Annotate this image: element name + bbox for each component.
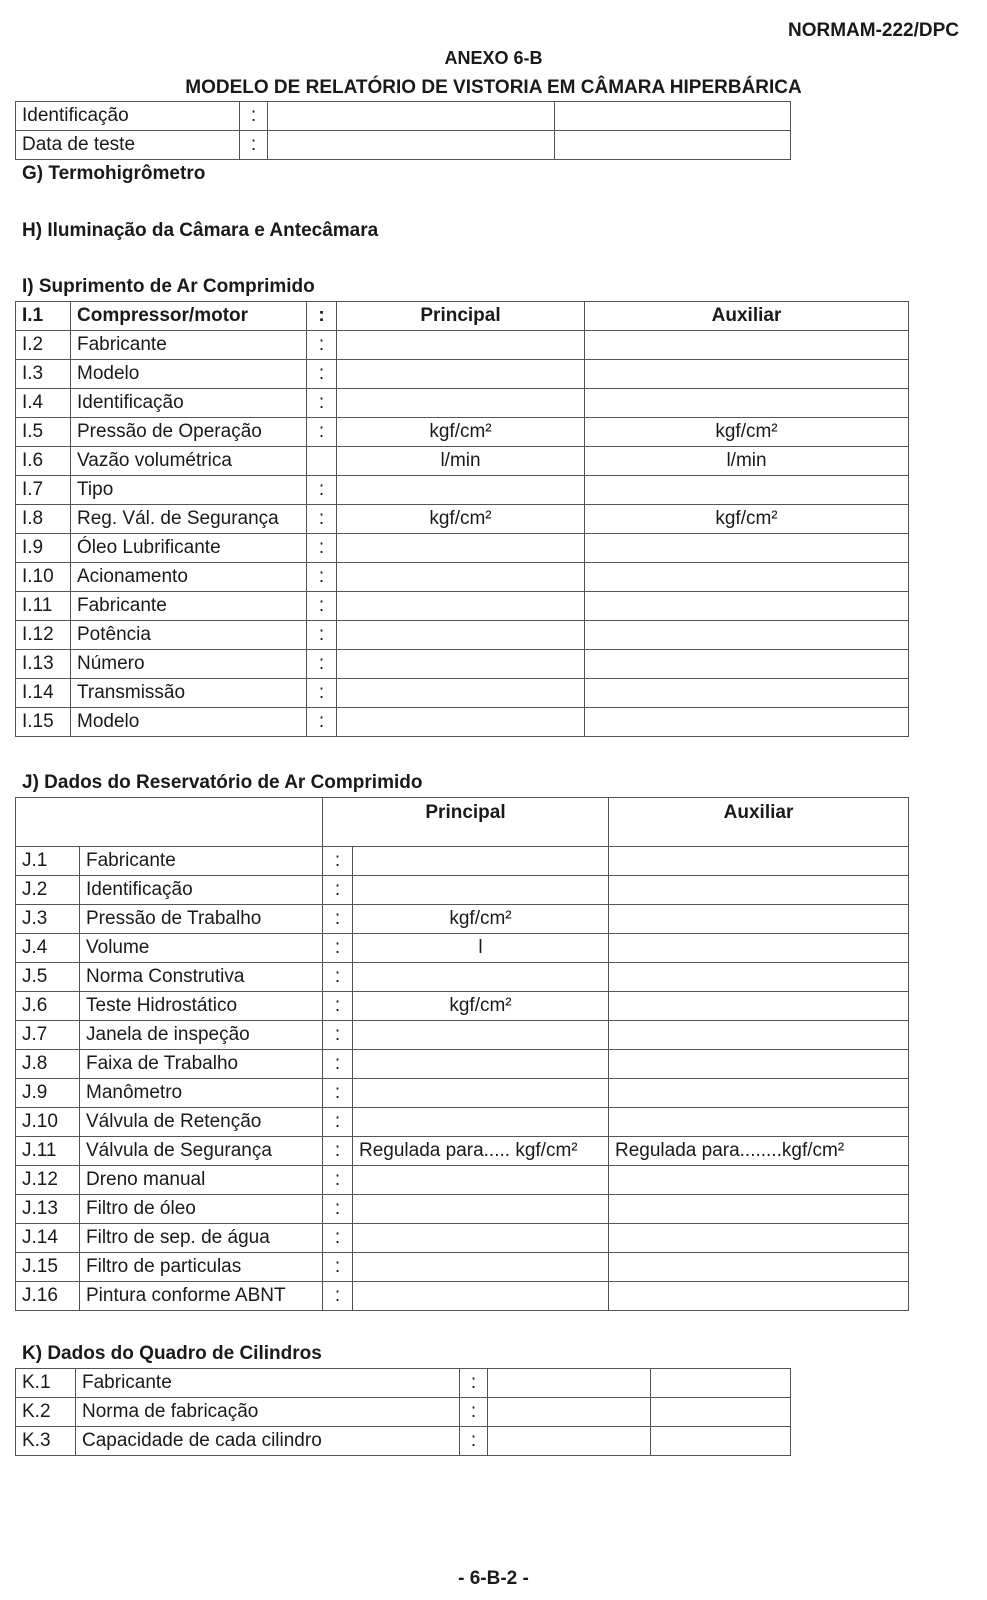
auxiliar-value[interactable] [585,650,909,679]
colon: : [307,621,337,650]
table-row [16,679,909,708]
table-row [16,963,909,992]
principal-value[interactable] [353,876,609,905]
colon: : [307,418,337,447]
table-row [16,847,909,876]
value-cell[interactable] [488,1427,651,1456]
auxiliar-value[interactable] [609,1282,909,1311]
principal-value[interactable] [353,1108,609,1137]
table-row [16,418,909,447]
table-row [16,1195,909,1224]
colon: : [323,876,353,905]
row-code: J.5 [16,963,80,992]
row-code: I.11 [16,592,71,621]
row-code: I.7 [16,476,71,505]
table-row [16,102,791,131]
auxiliar-value[interactable] [609,1253,909,1282]
principal-header: Principal [323,798,609,847]
norm-reference: NORMAM-222/DPC [787,20,959,41]
row-label: Tipo [71,476,307,505]
table-row [16,1369,791,1398]
auxiliar-value[interactable] [609,992,909,1021]
table-row [16,1282,909,1311]
table-row [16,592,909,621]
empty-header-cell [16,798,323,847]
row-code: J.11 [16,1137,80,1166]
auxiliar-value[interactable] [585,592,909,621]
row-label: Transmissão [71,679,307,708]
row-code: K.3 [16,1427,76,1456]
colon: : [323,1195,353,1224]
auxiliar-value[interactable] [585,360,909,389]
colon: : [307,650,337,679]
principal-value[interactable] [337,476,585,505]
row-code: J.7 [16,1021,80,1050]
document-title: MODELO DE RELATÓRIO DE VISTORIA EM CÂMARA HIPERBÁRICA [185,77,802,98]
principal-value[interactable] [353,847,609,876]
colon [307,447,337,476]
colon: : [323,1137,353,1166]
section-h-title: H) Iluminação da Câmara e Antecâmara [22,220,379,241]
row-label: Teste Hidrostático [80,992,323,1021]
colon: : [460,1398,488,1427]
row-label: Fabricante [80,847,323,876]
colon: : [323,1282,353,1311]
row-label: Filtro de particulas [80,1253,323,1282]
row-code: I.2 [16,331,71,360]
section-k-title: K) Dados do Quadro de Cilindros [22,1343,322,1364]
table-row [16,563,909,592]
row-label: Identificação [80,876,323,905]
table-row [16,1398,791,1427]
row-label: Modelo [71,360,307,389]
principal-value[interactable] [337,534,585,563]
colon: : [323,1021,353,1050]
principal-value[interactable] [353,1282,609,1311]
colon: : [323,992,353,1021]
row-label: Acionamento [71,563,307,592]
colon: : [323,1166,353,1195]
principal-value[interactable] [353,1079,609,1108]
principal-value[interactable] [337,360,585,389]
auxiliar-value[interactable] [609,1021,909,1050]
principal-value[interactable] [353,1253,609,1282]
auxiliar-value[interactable] [585,331,909,360]
auxiliar-value[interactable] [609,1195,909,1224]
row-label: Número [71,650,307,679]
principal-value[interactable] [353,1195,609,1224]
row-code: J.4 [16,934,80,963]
value-cell[interactable] [268,102,555,131]
table-row [16,131,791,160]
table-row [16,505,909,534]
row-code: I.9 [16,534,71,563]
row-label: Modelo [71,708,307,737]
row-code: I.4 [16,389,71,418]
auxiliar-value[interactable] [585,679,909,708]
principal-value[interactable] [337,563,585,592]
table-row [16,905,909,934]
row-label: Fabricante [76,1369,460,1398]
auxiliar-value[interactable] [609,1079,909,1108]
row-label: Compressor/motor [71,302,307,331]
principal-value[interactable] [337,650,585,679]
row-code: J.6 [16,992,80,1021]
principal-value[interactable]: kgf/cm² [337,418,585,447]
colon: : [323,963,353,992]
value-cell[interactable] [651,1369,791,1398]
table-header-row [16,798,909,847]
row-code: J.2 [16,876,80,905]
value-cell[interactable] [488,1398,651,1427]
colon: : [307,331,337,360]
row-code: J.9 [16,1079,80,1108]
auxiliar-header: Auxiliar [585,302,909,331]
auxiliar-value[interactable] [609,905,909,934]
row-label: Janela de inspeção [80,1021,323,1050]
auxiliar-value[interactable] [585,621,909,650]
principal-value[interactable] [337,708,585,737]
row-code: I.13 [16,650,71,679]
value-cell[interactable] [268,131,555,160]
auxiliar-value[interactable] [609,1050,909,1079]
table-row [16,1137,909,1166]
colon: : [460,1427,488,1456]
row-code: J.8 [16,1050,80,1079]
colon: : [323,934,353,963]
table-row [16,360,909,389]
table-row [16,876,909,905]
auxiliar-value[interactable] [609,934,909,963]
colon: : [307,302,337,331]
auxiliar-value[interactable] [609,1166,909,1195]
principal-value[interactable]: kgf/cm² [337,505,585,534]
auxiliar-value[interactable] [609,876,909,905]
field-label: Identificação [16,102,240,131]
table-row [16,1021,909,1050]
auxiliar-value[interactable]: kgf/cm² [585,418,909,447]
principal-value[interactable] [337,389,585,418]
row-label: Pintura conforme ABNT [80,1282,323,1311]
auxiliar-value[interactable] [609,847,909,876]
table-row [16,476,909,505]
colon: : [307,679,337,708]
cylinder-frame-table [15,1368,791,1456]
auxiliar-value[interactable] [585,534,909,563]
colon: : [307,563,337,592]
colon: : [323,905,353,934]
principal-value[interactable]: kgf/cm² [353,905,609,934]
principal-value[interactable]: l [353,934,609,963]
row-code: J.1 [16,847,80,876]
principal-value[interactable] [353,1166,609,1195]
auxiliar-value[interactable]: l/min [585,447,909,476]
principal-value[interactable] [353,963,609,992]
colon: : [323,1050,353,1079]
row-code: J.15 [16,1253,80,1282]
colon: : [240,131,268,160]
table-row [16,1427,791,1456]
table-row [16,1079,909,1108]
row-label: Volume [80,934,323,963]
principal-header: Principal [337,302,585,331]
colon: : [460,1369,488,1398]
page-number: - 6-B-2 - [458,1568,529,1589]
row-code: I.3 [16,360,71,389]
table-row [16,1166,909,1195]
annex-title: ANEXO 6-B [444,48,543,68]
row-label: Fabricante [71,592,307,621]
table-row [16,1108,909,1137]
row-label: Norma de fabricação [76,1398,460,1427]
principal-value[interactable]: Regulada para..... kgf/cm² [353,1137,609,1166]
auxiliar-value[interactable]: Regulada para........kgf/cm² [609,1137,909,1166]
table-row [16,534,909,563]
section-i-title: I) Suprimento de Ar Comprimido [22,276,315,297]
principal-value[interactable]: l/min [337,447,585,476]
field-label: Data de teste [16,131,240,160]
value-cell[interactable] [555,102,791,131]
row-label: Norma Construtiva [80,963,323,992]
colon: : [323,1079,353,1108]
colon: : [323,1224,353,1253]
auxiliar-value[interactable] [585,389,909,418]
section-g-title: G) Termohigrômetro [22,163,206,184]
row-label: Pressão de Operação [71,418,307,447]
principal-value[interactable] [337,592,585,621]
table-header-row [16,302,909,331]
row-code: I.10 [16,563,71,592]
auxiliar-header: Auxiliar [609,798,909,847]
table-row [16,1050,909,1079]
table-row [16,1224,909,1253]
auxiliar-value[interactable] [609,1108,909,1137]
colon: : [323,847,353,876]
row-code: J.13 [16,1195,80,1224]
row-label: Óleo Lubrificante [71,534,307,563]
row-label: Pressão de Trabalho [80,905,323,934]
row-label: Reg. Vál. de Segurança [71,505,307,534]
principal-value[interactable] [337,331,585,360]
table-row [16,934,909,963]
auxiliar-value[interactable] [609,1224,909,1253]
row-code: J.3 [16,905,80,934]
auxiliar-value[interactable]: kgf/cm² [585,505,909,534]
row-label: Válvula de Retenção [80,1108,323,1137]
table-row [16,621,909,650]
air-reservoir-table [15,797,909,1311]
row-label: Capacidade de cada cilindro [76,1427,460,1456]
row-label: Faixa de Trabalho [80,1050,323,1079]
table-row [16,650,909,679]
row-label: Potência [71,621,307,650]
row-code: I.5 [16,418,71,447]
row-label: Vazão volumétrica [71,447,307,476]
table-row [16,447,909,476]
section-j-title: J) Dados do Reservatório de Ar Comprimido [22,772,423,793]
auxiliar-value[interactable] [585,708,909,737]
colon: : [307,534,337,563]
row-code: I.12 [16,621,71,650]
table-row [16,331,909,360]
principal-value[interactable] [337,679,585,708]
auxiliar-value[interactable] [585,476,909,505]
colon: : [240,102,268,131]
colon: : [323,1253,353,1282]
table-row [16,708,909,737]
identification-table [15,101,791,160]
principal-value[interactable]: kgf/cm² [353,992,609,1021]
colon: : [307,360,337,389]
colon: : [307,476,337,505]
row-label: Manômetro [80,1079,323,1108]
row-code: I.6 [16,447,71,476]
value-cell[interactable] [651,1398,791,1427]
row-code: J.14 [16,1224,80,1253]
row-code: I.15 [16,708,71,737]
value-cell[interactable] [488,1369,651,1398]
principal-value[interactable] [353,1050,609,1079]
compressed-air-supply-table [15,301,909,737]
auxiliar-value[interactable] [609,963,909,992]
row-label: Identificação [71,389,307,418]
row-code: J.16 [16,1282,80,1311]
row-code: I.8 [16,505,71,534]
colon: : [307,708,337,737]
row-label: Fabricante [71,331,307,360]
colon: : [323,1108,353,1137]
row-code: I.14 [16,679,71,708]
colon: : [307,389,337,418]
table-row [16,992,909,1021]
row-label: Válvula de Segurança [80,1137,323,1166]
row-code: J.12 [16,1166,80,1195]
value-cell[interactable] [555,131,791,160]
principal-value[interactable] [353,1021,609,1050]
table-row [16,389,909,418]
value-cell[interactable] [651,1427,791,1456]
principal-value[interactable] [353,1224,609,1253]
row-label: Dreno manual [80,1166,323,1195]
colon: : [307,505,337,534]
table-row [16,1253,909,1282]
row-code: I.1 [16,302,71,331]
row-code: J.10 [16,1108,80,1137]
colon: : [307,592,337,621]
row-label: Filtro de sep. de água [80,1224,323,1253]
row-label: Filtro de óleo [80,1195,323,1224]
auxiliar-value[interactable] [585,563,909,592]
row-code: K.2 [16,1398,76,1427]
row-code: K.1 [16,1369,76,1398]
principal-value[interactable] [337,621,585,650]
